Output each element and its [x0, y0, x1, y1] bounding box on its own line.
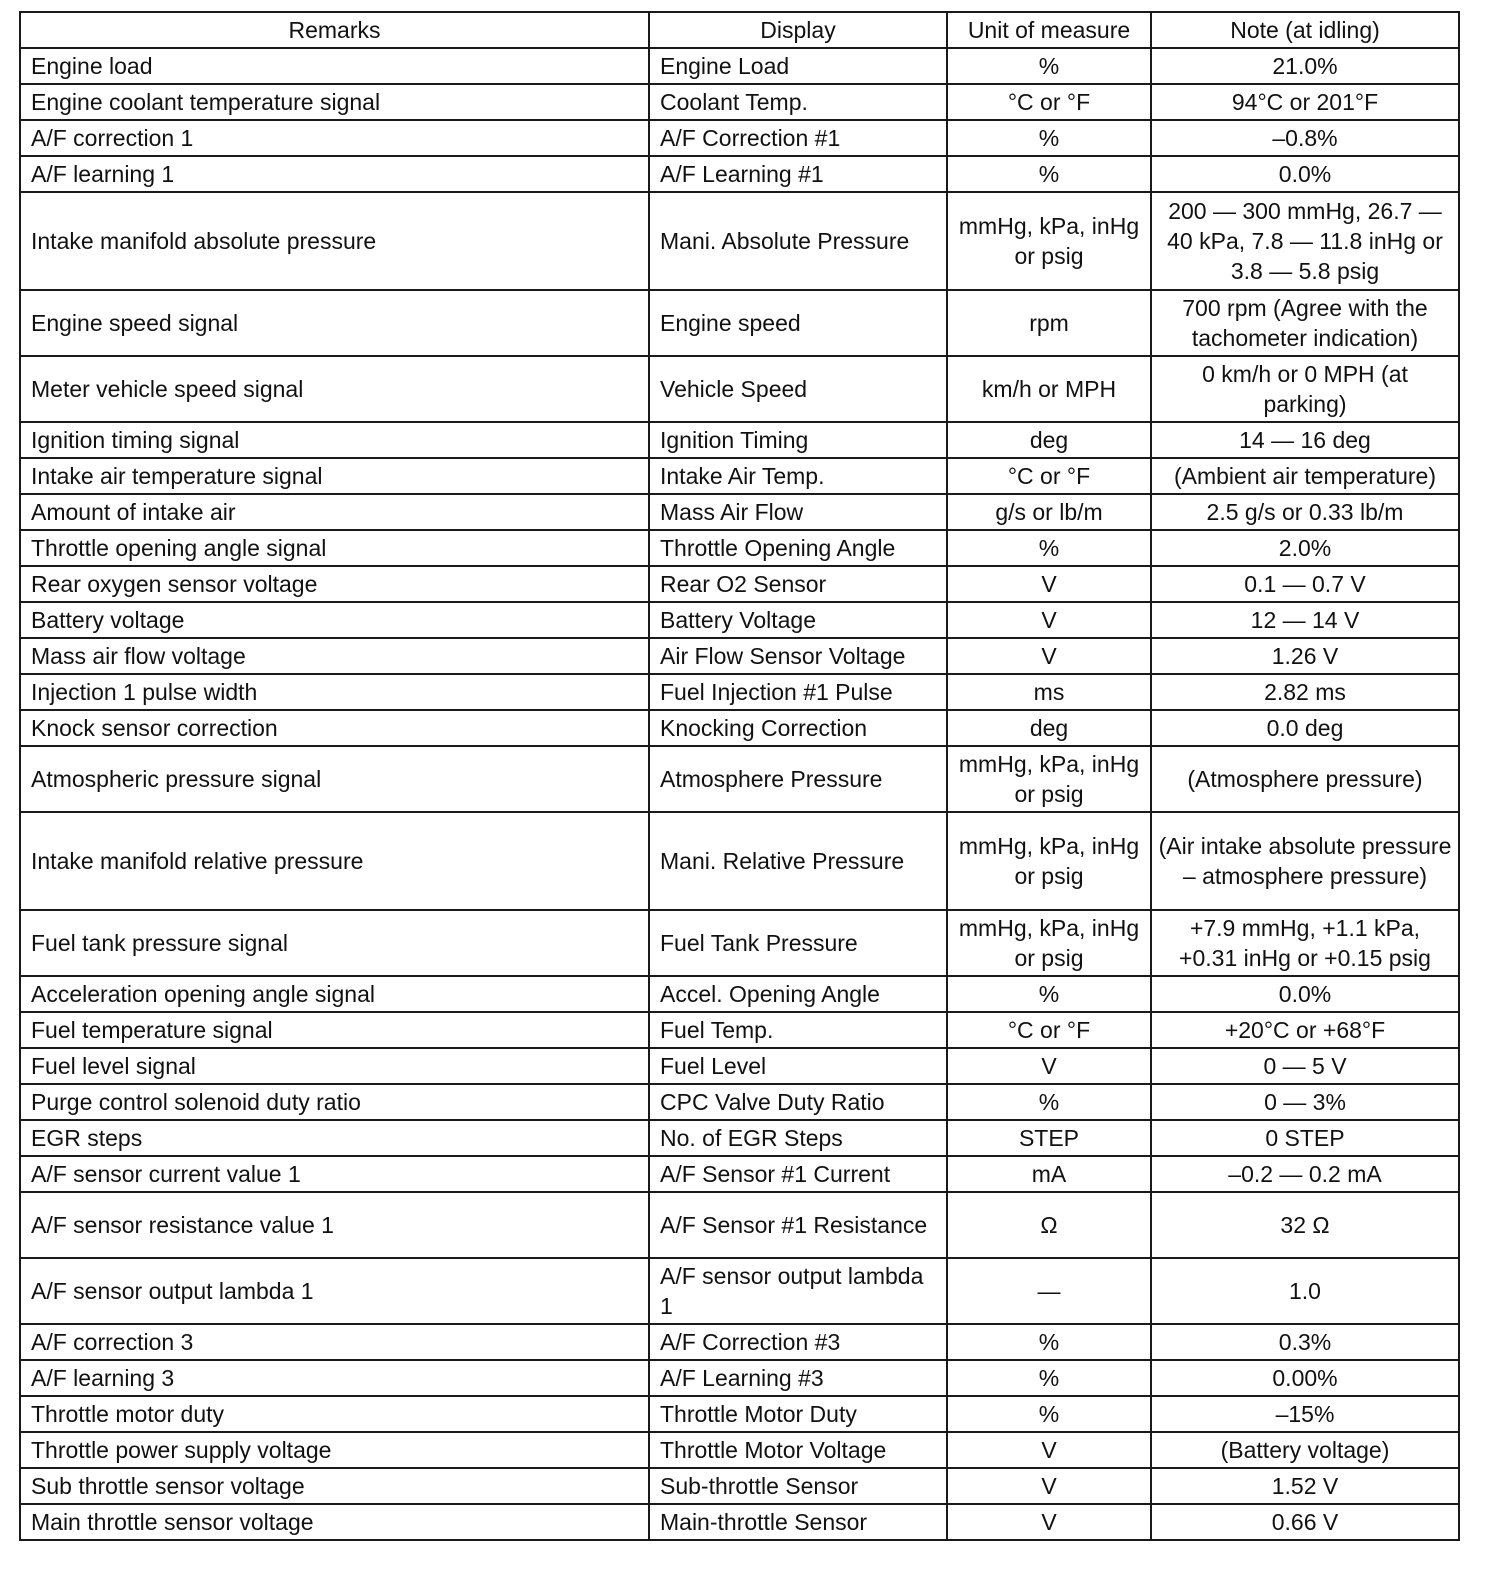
- remarks-cell: Throttle power supply voltage: [20, 1432, 649, 1468]
- display-cell: Fuel Temp.: [649, 1012, 947, 1048]
- display-cell: Mani. Relative Pressure: [649, 812, 947, 910]
- display-cell: A/F Correction #3: [649, 1324, 947, 1360]
- display-cell: No. of EGR Steps: [649, 1120, 947, 1156]
- display-cell: Mass Air Flow: [649, 494, 947, 530]
- display-cell: Engine speed: [649, 290, 947, 356]
- note-cell: 12 — 14 V: [1151, 602, 1459, 638]
- unit-cell: %: [947, 1360, 1151, 1396]
- remarks-cell: A/F correction 3: [20, 1324, 649, 1360]
- table-row: [20, 48, 1459, 84]
- remarks-cell: A/F correction 1: [20, 120, 649, 156]
- unit-cell: %: [947, 1324, 1151, 1360]
- remarks-cell: Amount of intake air: [20, 494, 649, 530]
- header-note: Note (at idling): [1151, 12, 1459, 48]
- note-cell: (Atmosphere pressure): [1151, 746, 1459, 812]
- unit-cell: V: [947, 1048, 1151, 1084]
- remarks-cell: Fuel level signal: [20, 1048, 649, 1084]
- display-cell: Main-throttle Sensor: [649, 1504, 947, 1540]
- unit-cell: g/s or lb/m: [947, 494, 1151, 530]
- display-cell: Fuel Injection #1 Pulse: [649, 674, 947, 710]
- unit-cell: °C or °F: [947, 84, 1151, 120]
- note-cell: 2.0%: [1151, 530, 1459, 566]
- unit-cell: Ω: [947, 1192, 1151, 1258]
- table-row: [20, 910, 1459, 976]
- unit-cell: mmHg, kPa, inHg or psig: [947, 192, 1151, 290]
- unit-cell: mmHg, kPa, inHg or psig: [947, 910, 1151, 976]
- unit-cell: mmHg, kPa, inHg or psig: [947, 812, 1151, 910]
- table-row: [20, 156, 1459, 192]
- unit-cell: %: [947, 156, 1151, 192]
- display-cell: CPC Valve Duty Ratio: [649, 1084, 947, 1120]
- remarks-cell: Throttle motor duty: [20, 1396, 649, 1432]
- remarks-cell: A/F sensor current value 1: [20, 1156, 649, 1192]
- table-row: [20, 84, 1459, 120]
- note-cell: 0.0%: [1151, 976, 1459, 1012]
- table-row: [20, 1084, 1459, 1120]
- remarks-cell: Purge control solenoid duty ratio: [20, 1084, 649, 1120]
- unit-cell: V: [947, 1432, 1151, 1468]
- display-cell: A/F Learning #3: [649, 1360, 947, 1396]
- table-row: [20, 1258, 1459, 1324]
- unit-cell: mmHg, kPa, inHg or psig: [947, 746, 1151, 812]
- note-cell: 200 — 300 mmHg, 26.7 — 40 kPa, 7.8 — 11.8 inHg or 3.8 — 5.8 psig: [1151, 192, 1459, 290]
- header-unit: Unit of measure: [947, 12, 1151, 48]
- display-cell: Accel. Opening Angle: [649, 976, 947, 1012]
- display-cell: Knocking Correction: [649, 710, 947, 746]
- unit-cell: %: [947, 48, 1151, 84]
- display-cell: Fuel Tank Pressure: [649, 910, 947, 976]
- remarks-cell: Engine coolant temperature signal: [20, 84, 649, 120]
- note-cell: 32 Ω: [1151, 1192, 1459, 1258]
- table-row: [20, 422, 1459, 458]
- unit-cell: —: [947, 1258, 1151, 1324]
- display-cell: Coolant Temp.: [649, 84, 947, 120]
- table-row: [20, 120, 1459, 156]
- note-cell: –0.2 — 0.2 mA: [1151, 1156, 1459, 1192]
- unit-cell: %: [947, 530, 1151, 566]
- remarks-cell: Atmospheric pressure signal: [20, 746, 649, 812]
- unit-cell: °C or °F: [947, 1012, 1151, 1048]
- note-cell: 1.52 V: [1151, 1468, 1459, 1504]
- remarks-cell: Injection 1 pulse width: [20, 674, 649, 710]
- note-cell: 0.0 deg: [1151, 710, 1459, 746]
- parameter-table: [19, 11, 1460, 1541]
- table-row: [20, 1120, 1459, 1156]
- remarks-cell: Engine speed signal: [20, 290, 649, 356]
- note-cell: 0.66 V: [1151, 1504, 1459, 1540]
- note-cell: 2.82 ms: [1151, 674, 1459, 710]
- table-row: [20, 812, 1459, 910]
- remarks-cell: Engine load: [20, 48, 649, 84]
- table-row: [20, 746, 1459, 812]
- note-cell: 0.3%: [1151, 1324, 1459, 1360]
- remarks-cell: Meter vehicle speed signal: [20, 356, 649, 422]
- remarks-cell: Main throttle sensor voltage: [20, 1504, 649, 1540]
- note-cell: –15%: [1151, 1396, 1459, 1432]
- table-row: [20, 530, 1459, 566]
- table-row: [20, 1432, 1459, 1468]
- table-row: [20, 192, 1459, 290]
- remarks-cell: Knock sensor correction: [20, 710, 649, 746]
- note-cell: –0.8%: [1151, 120, 1459, 156]
- display-cell: Air Flow Sensor Voltage: [649, 638, 947, 674]
- header-row: [20, 12, 1459, 48]
- unit-cell: %: [947, 1396, 1151, 1432]
- remarks-cell: Battery voltage: [20, 602, 649, 638]
- remarks-cell: A/F sensor output lambda 1: [20, 1258, 649, 1324]
- note-cell: 2.5 g/s or 0.33 lb/m: [1151, 494, 1459, 530]
- table-row: [20, 494, 1459, 530]
- note-cell: 0.0%: [1151, 156, 1459, 192]
- unit-cell: V: [947, 1468, 1151, 1504]
- display-cell: A/F Sensor #1 Current: [649, 1156, 947, 1192]
- display-cell: Mani. Absolute Pressure: [649, 192, 947, 290]
- display-cell: A/F Learning #1: [649, 156, 947, 192]
- table-row: [20, 1504, 1459, 1540]
- unit-cell: mA: [947, 1156, 1151, 1192]
- remarks-cell: Ignition timing signal: [20, 422, 649, 458]
- table-row: [20, 290, 1459, 356]
- display-cell: A/F Sensor #1 Resistance: [649, 1192, 947, 1258]
- table-row: [20, 1156, 1459, 1192]
- display-cell: A/F sensor output lambda 1: [649, 1258, 947, 1324]
- display-cell: Ignition Timing: [649, 422, 947, 458]
- table-row: [20, 1396, 1459, 1432]
- unit-cell: V: [947, 1504, 1151, 1540]
- table-row: [20, 1324, 1459, 1360]
- table-row: [20, 356, 1459, 422]
- unit-cell: °C or °F: [947, 458, 1151, 494]
- note-cell: 14 — 16 deg: [1151, 422, 1459, 458]
- table-row: [20, 710, 1459, 746]
- display-cell: Battery Voltage: [649, 602, 947, 638]
- remarks-cell: A/F learning 1: [20, 156, 649, 192]
- header-remarks: Remarks: [20, 12, 649, 48]
- unit-cell: %: [947, 976, 1151, 1012]
- display-cell: Atmosphere Pressure: [649, 746, 947, 812]
- note-cell: 0 — 5 V: [1151, 1048, 1459, 1084]
- display-cell: Throttle Motor Voltage: [649, 1432, 947, 1468]
- header-display: Display: [649, 12, 947, 48]
- note-cell: 0.00%: [1151, 1360, 1459, 1396]
- table-row: [20, 674, 1459, 710]
- unit-cell: rpm: [947, 290, 1151, 356]
- remarks-cell: Acceleration opening angle signal: [20, 976, 649, 1012]
- unit-cell: STEP: [947, 1120, 1151, 1156]
- unit-cell: ms: [947, 674, 1151, 710]
- table-row: [20, 1360, 1459, 1396]
- table-row: [20, 1012, 1459, 1048]
- note-cell: 0.1 — 0.7 V: [1151, 566, 1459, 602]
- note-cell: 94°C or 201°F: [1151, 84, 1459, 120]
- table-row: [20, 1048, 1459, 1084]
- remarks-cell: Intake air temperature signal: [20, 458, 649, 494]
- display-cell: Fuel Level: [649, 1048, 947, 1084]
- note-cell: (Ambient air temperature): [1151, 458, 1459, 494]
- note-cell: 0 STEP: [1151, 1120, 1459, 1156]
- note-cell: 0 km/h or 0 MPH (at parking): [1151, 356, 1459, 422]
- table-row: [20, 458, 1459, 494]
- table-row: [20, 602, 1459, 638]
- display-cell: Rear O2 Sensor: [649, 566, 947, 602]
- remarks-cell: Fuel temperature signal: [20, 1012, 649, 1048]
- table-row: [20, 1192, 1459, 1258]
- display-cell: Engine Load: [649, 48, 947, 84]
- display-cell: A/F Correction #1: [649, 120, 947, 156]
- note-cell: 1.0: [1151, 1258, 1459, 1324]
- note-cell: +7.9 mmHg, +1.1 kPa, +0.31 inHg or +0.15 psig: [1151, 910, 1459, 976]
- table-row: [20, 638, 1459, 674]
- display-cell: Intake Air Temp.: [649, 458, 947, 494]
- note-cell: 1.26 V: [1151, 638, 1459, 674]
- remarks-cell: EGR steps: [20, 1120, 649, 1156]
- unit-cell: V: [947, 638, 1151, 674]
- table-row: [20, 566, 1459, 602]
- note-cell: 700 rpm (Agree with the tachometer indication): [1151, 290, 1459, 356]
- unit-cell: %: [947, 1084, 1151, 1120]
- note-cell: 21.0%: [1151, 48, 1459, 84]
- remarks-cell: Rear oxygen sensor voltage: [20, 566, 649, 602]
- remarks-cell: A/F learning 3: [20, 1360, 649, 1396]
- table-row: [20, 976, 1459, 1012]
- display-cell: Throttle Motor Duty: [649, 1396, 947, 1432]
- note-cell: +20°C or +68°F: [1151, 1012, 1459, 1048]
- note-cell: (Battery voltage): [1151, 1432, 1459, 1468]
- table-row: [20, 1468, 1459, 1504]
- remarks-cell: Throttle opening angle signal: [20, 530, 649, 566]
- unit-cell: V: [947, 602, 1151, 638]
- unit-cell: %: [947, 120, 1151, 156]
- unit-cell: km/h or MPH: [947, 356, 1151, 422]
- remarks-cell: Intake manifold relative pressure: [20, 812, 649, 910]
- note-cell: (Air intake absolute pressure – atmosphere pressure): [1151, 812, 1459, 910]
- display-cell: Sub-throttle Sensor: [649, 1468, 947, 1504]
- display-cell: Vehicle Speed: [649, 356, 947, 422]
- note-cell: 0 — 3%: [1151, 1084, 1459, 1120]
- remarks-cell: Sub throttle sensor voltage: [20, 1468, 649, 1504]
- remarks-cell: Intake manifold absolute pressure: [20, 192, 649, 290]
- unit-cell: V: [947, 566, 1151, 602]
- display-cell: Throttle Opening Angle: [649, 530, 947, 566]
- remarks-cell: Fuel tank pressure signal: [20, 910, 649, 976]
- remarks-cell: Mass air flow voltage: [20, 638, 649, 674]
- unit-cell: deg: [947, 710, 1151, 746]
- unit-cell: deg: [947, 422, 1151, 458]
- remarks-cell: A/F sensor resistance value 1: [20, 1192, 649, 1258]
